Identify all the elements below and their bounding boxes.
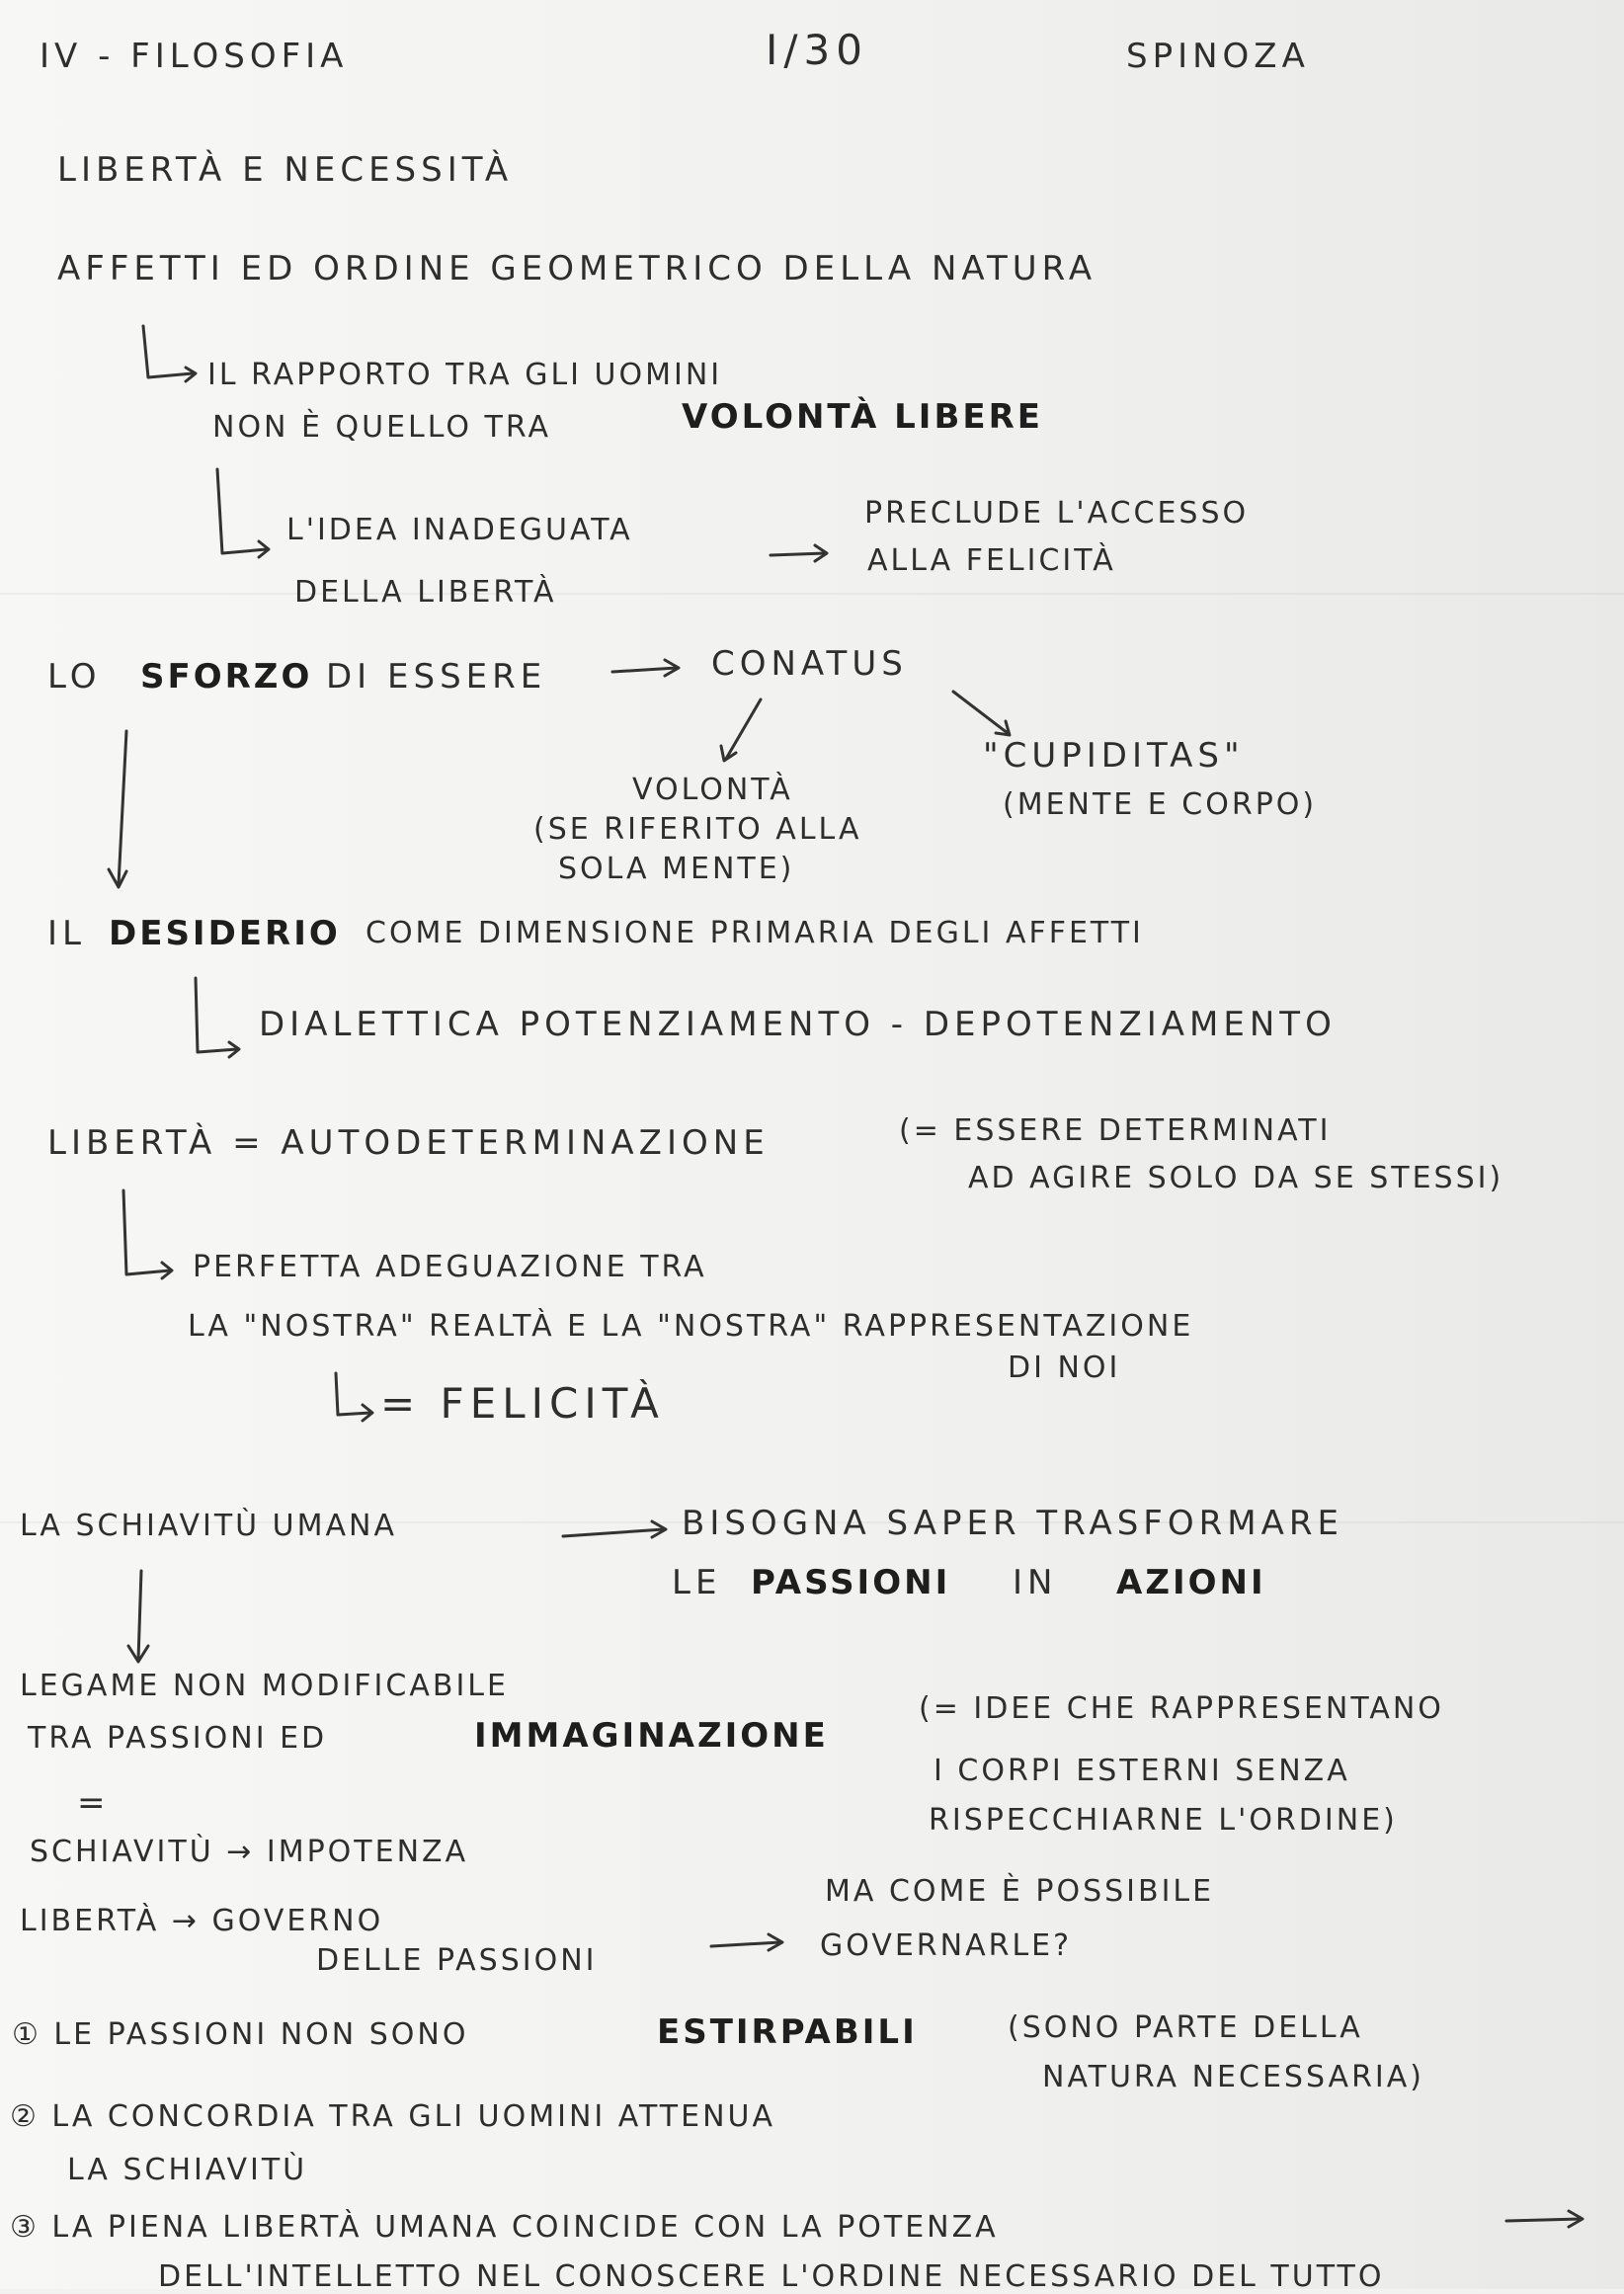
right-arrow-icon — [771, 553, 825, 555]
note-line: = FELICITÀ — [380, 1379, 665, 1428]
note-line: NON È QUELLO TRA — [212, 410, 552, 445]
header-subject: IV - FILOSOFIA — [40, 37, 349, 76]
down-arrow-icon — [119, 731, 126, 884]
note-line: CONATUS — [711, 644, 908, 684]
note-line: IL RAPPORTO TRA GLI UOMINI — [207, 358, 723, 392]
note-line: AD AGIRE SOLO DA SE STESSI) — [968, 1161, 1504, 1195]
note-line: LO — [47, 657, 102, 696]
note-line: (SE RIFERITO ALLA — [533, 812, 862, 847]
right-arrow-icon — [711, 1942, 780, 1946]
note-line: ③ LA PIENA LIBERTÀ UMANA COINCIDE CON LA POTENZA — [10, 2210, 999, 2245]
note-line: LIBERTÀ → GOVERNO — [20, 1904, 384, 1938]
header-topic: SPINOZA — [1126, 37, 1310, 76]
note-line: (= ESSERE DETERMINATI — [899, 1113, 1332, 1148]
hook-arrow-icon — [143, 326, 193, 377]
note-line: "CUPIDITAS" — [983, 736, 1245, 776]
note-emphasis: IMMAGINAZIONE — [474, 1716, 829, 1756]
note-emphasis: SFORZO — [140, 657, 313, 696]
note-line: LA SCHIAVITÙ — [67, 2153, 308, 2187]
note-line: I CORPI ESTERNI SENZA — [934, 1754, 1350, 1788]
note-line: TRA PASSIONI ED — [28, 1721, 328, 1756]
note-line: COME DIMENSIONE PRIMARIA DEGLI AFFETTI — [365, 916, 1144, 950]
note-line: LIBERTÀ = AUTODETERMINAZIONE — [47, 1123, 770, 1163]
note-line: PRECLUDE L'ACCESSO — [864, 496, 1250, 531]
right-arrow-icon — [612, 668, 677, 672]
note-line: SOLA MENTE) — [558, 852, 795, 886]
note-line: ① LE PASSIONI NON SONO — [12, 2017, 469, 2052]
note-line: IN — [1013, 1563, 1058, 1602]
note-line: NATURA NECESSARIA) — [1042, 2060, 1424, 2094]
note-line: AFFETTI ED ORDINE GEOMETRICO DELLA NATURA — [57, 249, 1097, 288]
note-line: LEGAME NON MODIFICABILE — [20, 1669, 509, 1703]
note-line: DI ESSERE — [326, 657, 547, 696]
note-emphasis: AZIONI — [1116, 1563, 1266, 1602]
note-line: DI NOI — [1008, 1351, 1121, 1385]
note-line: MA COME È POSSIBILE — [825, 1874, 1215, 1909]
note-line: DELL'INTELLETTO NEL CONOSCERE L'ORDINE NECESSARIO DEL TUTTO — [158, 2259, 1385, 2294]
note-line: DELLE PASSIONI — [316, 1943, 598, 1978]
note-line: (SONO PARTE DELLA — [1008, 2010, 1363, 2045]
note-line: GOVERNARLE? — [820, 1928, 1073, 1963]
note-line: ALLA FELICITÀ — [867, 543, 1116, 578]
hook-arrow-icon — [196, 978, 237, 1052]
right-arrow-icon — [563, 1529, 664, 1536]
note-line: = — [77, 1783, 111, 1823]
note-line: (MENTE E CORPO) — [1003, 787, 1318, 822]
note-line: LA SCHIAVITÙ UMANA — [20, 1509, 397, 1543]
note-line: BISOGNA SAPER TRASFORMARE — [682, 1504, 1343, 1543]
note-line: (= IDEE CHE RAPPRESENTANO — [919, 1691, 1444, 1726]
note-line: IL — [47, 914, 86, 953]
diagonal-arrow-icon — [726, 699, 761, 759]
note-line: ② LA CONCORDIA TRA GLI UOMINI ATTENUA — [10, 2099, 775, 2134]
note-line: DIALETTICA POTENZIAMENTO - DEPOTENZIAMENTO — [259, 1005, 1337, 1044]
note-emphasis: VOLONTÀ LIBERE — [682, 397, 1043, 437]
note-emphasis: PASSIONI — [751, 1563, 951, 1602]
note-line: LA "NOSTRA" REALTÀ E LA "NOSTRA" RAPPRESENTAZIONE — [188, 1309, 1194, 1344]
note-line: L'IDEA INADEGUATA — [286, 513, 633, 547]
note-line: SCHIAVITÙ → IMPOTENZA — [30, 1835, 469, 1869]
note-emphasis: ESTIRPABILI — [657, 2012, 918, 2052]
right-arrow-icon — [1506, 2219, 1581, 2221]
note-line: PERFETTA ADEGUAZIONE TRA — [193, 1250, 707, 1284]
down-arrow-icon — [138, 1571, 141, 1660]
note-line: DELLA LIBERTÀ — [294, 575, 557, 610]
diagonal-arrow-icon — [953, 692, 1008, 733]
note-line: RISPECCHIARNE L'ORDINE) — [929, 1803, 1398, 1838]
note-emphasis: DESIDERIO — [109, 914, 341, 953]
note-line: VOLONTÀ — [632, 773, 793, 807]
note-line: LIBERTÀ E NECESSITÀ — [57, 150, 514, 190]
note-line: LE — [672, 1563, 722, 1602]
header-page-number: I/30 — [766, 26, 868, 74]
